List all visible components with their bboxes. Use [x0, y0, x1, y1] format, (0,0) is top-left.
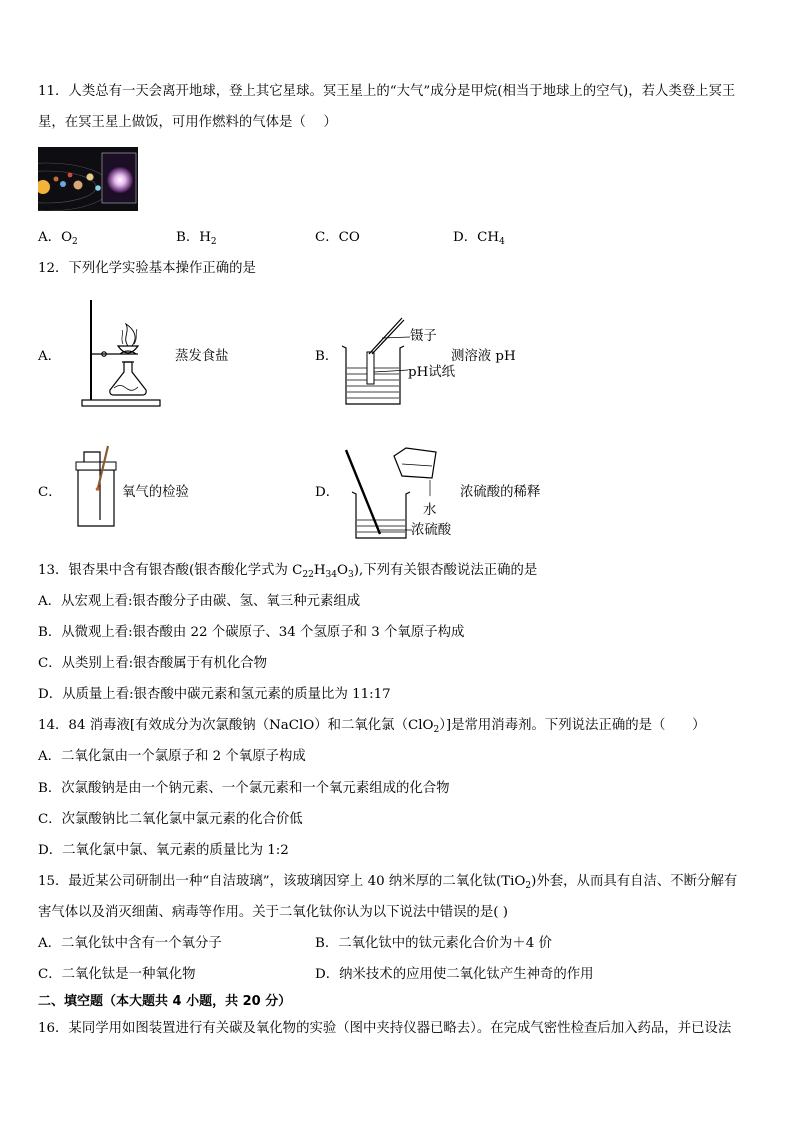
q12-option-d-acid-label: 浓硫酸	[411, 523, 452, 538]
q15-option-c: C．二氧化钛是一种氧化物	[38, 967, 196, 982]
q12-option-a-caption: 蒸发食盐	[175, 349, 229, 364]
q15-line1: 15．最近某公司研制出一种“自洁玻璃”，该玻璃因穿上 40 纳米厚的二氧化钛(TiO$_2$)外套，从而具有自洁、不断分解有	[38, 874, 738, 891]
q13-option-b: B．从微观上看:银杏酸由 22 个碳原子、34 个氢原子和 3 个氧原子构成	[38, 625, 465, 640]
q12-option-b-caption: 测溶液 pH	[451, 349, 516, 364]
ph-test-diagram	[338, 316, 414, 410]
q12-option-d-water-label: 水	[423, 503, 437, 518]
q13-option-d: D．从质量上看:银杏酸中碳元素和氢元素的质量比为 11:17	[38, 687, 391, 702]
q12-option-b-letter: B．	[315, 349, 339, 364]
q13-stem: 13．银杏果中含有银杏酸(银杏酸化学式为 $C_{22}H_{34}O_3$),下列有关银杏酸说法正确的是	[38, 563, 538, 580]
q13-option-c: C．从类别上看:银杏酸属于有机化合物	[38, 656, 268, 671]
q11-line2: 星，在冥王星上做饭，可用作燃料的气体是（ ）	[38, 115, 337, 130]
q14-option-c: C．次氯酸钠比二氧化氯中氯元素的化合价低	[38, 812, 303, 827]
q11-option-b: B．$H_2$	[176, 230, 217, 247]
q12-option-b-tweezers-label: 镊子	[410, 329, 437, 344]
q14-stem: 14．84 消毒液[有效成分为次氯酸钠（NaClO）和二氧化氯（ClO$_2$）]是常用消毒剂。下列说法正确的是（ ）	[38, 718, 706, 735]
q12-option-c-letter: C．	[38, 485, 62, 500]
q14-option-a: A．二氧化氯由一个氯原子和 2 个氧原子构成	[38, 749, 306, 764]
oxygen-test-diagram	[68, 444, 120, 530]
q16-line1: 16．某同学用如图装置进行有关碳及氧化物的实验（图中夹持仪器已略去）。在完成气密性检查后加入药品，并已设法	[38, 1021, 732, 1036]
q12-option-d-caption: 浓硫酸的稀释	[460, 485, 541, 500]
q11-option-d: D．$CH_4$	[453, 230, 505, 247]
q15-option-d: D．纳米技术的应用使二氧化钛产生神奇的作用	[315, 967, 594, 982]
q11-option-c: C．CO	[315, 230, 360, 245]
q11-line1: 11．人类总有一天会离开地球，登上其它星球。冥王星上的“大气”成分是甲烷(相当于地球上的空气)，若人类登上冥王	[38, 84, 736, 99]
q11-option-a: A．$O_2$	[38, 230, 78, 247]
q15-option-b: B．二氧化钛中的钛元素化合价为＋4 价	[315, 936, 552, 951]
q15-line2: 害气体以及消灭细菌、病毒等作用。关于二氧化钛你认为以下说法中错误的是( )	[38, 905, 508, 920]
q12-stem: 12．下列化学实验基本操作正确的是	[38, 261, 256, 276]
q14-option-b: B．次氯酸钠是由一个钠元素、一个氯元素和一个氧元素组成的化合物	[38, 781, 450, 796]
q12-option-a-letter: A．	[38, 349, 62, 364]
solar-system-image	[38, 147, 138, 211]
q12-option-b-paper-label: pH试纸	[408, 365, 456, 380]
q14-option-d: D．二氧化氯中氯、氧元素的质量比为 1:2	[38, 843, 289, 858]
q12-option-d-letter: D．	[315, 485, 340, 500]
q15-option-a: A．二氧化钛中含有一个氧分子	[38, 936, 222, 951]
evaporation-apparatus-diagram	[80, 298, 162, 410]
section-heading-fill-in: 二、填空题（本大题共 4 小题，共 20 分）	[38, 994, 292, 1009]
q13-option-a: A．从宏观上看:银杏酸分子由碳、氢、氧三种元素组成	[38, 594, 361, 609]
q12-option-c-caption: 氧气的检验	[122, 485, 189, 500]
